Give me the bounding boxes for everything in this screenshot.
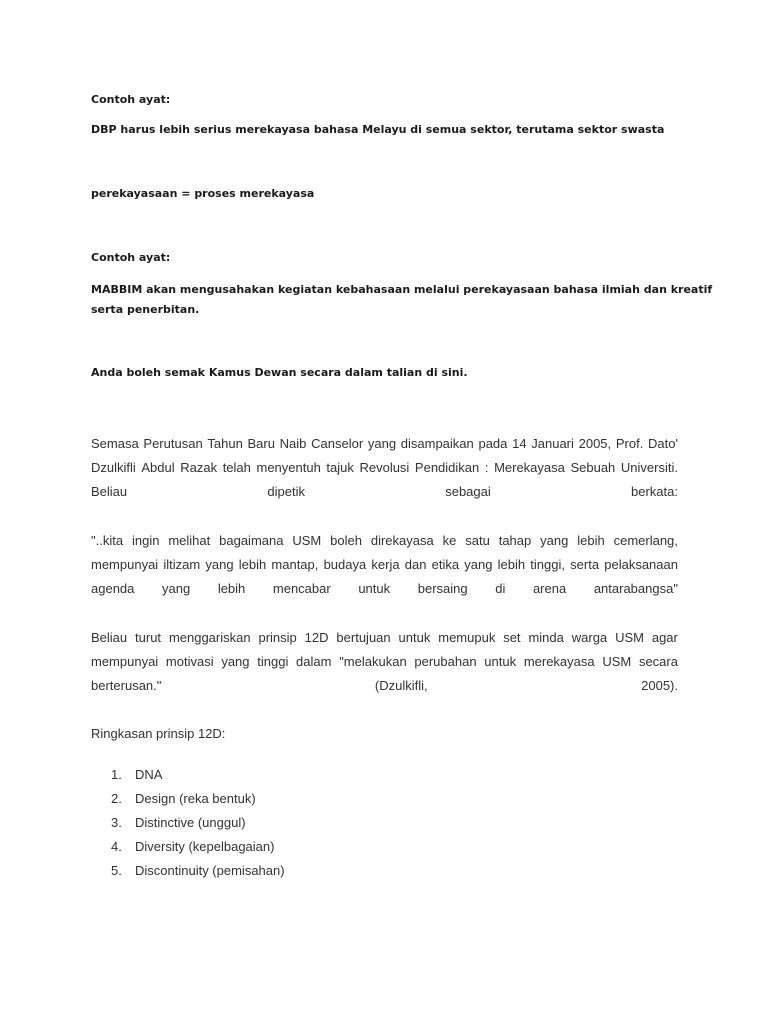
- word: Revolusi: [359, 460, 410, 475]
- summary-label-block: [91, 722, 678, 746]
- word: bagaimana: [219, 533, 284, 548]
- example-sentence-1: DBP harus lebih serius merekayasa bahasa Melayu di semua sektor, terutama sektor swasta: [91, 123, 665, 136]
- word: Beliau: [91, 484, 128, 499]
- word: iltizam: [163, 557, 201, 572]
- word: mempunyai: [91, 654, 159, 669]
- word: 2005).: [641, 678, 678, 693]
- word: set: [503, 630, 521, 645]
- paragraph-perutusan: [91, 432, 678, 504]
- example-label-2: Contoh ayat:: [91, 251, 171, 264]
- word: Canselor: [311, 436, 364, 451]
- justified-line: [91, 626, 678, 650]
- word: yang: [162, 581, 191, 596]
- word: tinggi,: [530, 557, 565, 572]
- word: USM: [602, 654, 632, 669]
- word: merekayasa: [523, 654, 595, 669]
- word: motivasi: [165, 654, 214, 669]
- word: Beliau: [91, 630, 128, 645]
- word: :: [484, 460, 489, 475]
- word: USM: [292, 533, 322, 548]
- list-item: [111, 811, 285, 835]
- justified-line: [91, 674, 678, 698]
- word: pelaksanaan: [604, 557, 678, 572]
- word: menyentuh: [256, 460, 321, 475]
- list-item-text: Distinctive (unggul): [135, 815, 246, 830]
- list-item: [111, 763, 285, 787]
- word: agenda: [91, 581, 135, 596]
- word: lebih: [217, 581, 246, 596]
- summary-label: Ringkasan prinsip 12D:: [91, 726, 226, 741]
- word: 14: [512, 436, 527, 451]
- justified-line: [91, 529, 678, 553]
- word: yang: [464, 557, 493, 572]
- word: ke: [442, 533, 457, 548]
- list-item-number: 3.: [111, 815, 122, 830]
- word: (Dzulkifli,: [374, 678, 428, 693]
- list-item-number: 1.: [111, 767, 122, 782]
- list-item-text: Diversity (kepelbagaian): [135, 839, 275, 854]
- word: kerja: [371, 557, 400, 572]
- word: perubahan: [414, 654, 477, 669]
- word: Semasa: [91, 436, 139, 451]
- list-item-number: 4.: [111, 839, 122, 854]
- word: Universiti.: [620, 460, 678, 475]
- word: 12D: [304, 630, 329, 645]
- word: untuk: [398, 630, 431, 645]
- word: Sebuah: [570, 460, 616, 475]
- word: USM: [615, 630, 644, 645]
- word: untuk: [484, 654, 517, 669]
- word: antarabangsa": [593, 581, 678, 596]
- word: Januari: [531, 436, 574, 451]
- word: telah: [222, 460, 251, 475]
- word: warga: [571, 630, 608, 645]
- word: "..kita: [91, 533, 124, 548]
- kamus-dewan-note: Anda boleh semak Kamus Dewan secara dalam talian di sini.: [91, 366, 468, 379]
- word: Naib: [279, 436, 307, 451]
- list-item: [111, 787, 285, 811]
- word: berterusan.": [91, 678, 162, 693]
- word: mantap,: [271, 557, 319, 572]
- word: boleh: [330, 533, 362, 548]
- list-item-text: Discontinuity (pemisahan): [135, 863, 285, 878]
- word: Dato': [648, 436, 678, 451]
- word: etika: [431, 557, 460, 572]
- word: dan: [404, 557, 427, 572]
- list-item-number: 2.: [111, 791, 122, 806]
- example-sentence-2-line-2: serta penerbitan.: [91, 303, 200, 316]
- principles-list: [111, 763, 285, 883]
- list-item-text: DNA: [135, 767, 163, 782]
- word: mencabar: [272, 581, 331, 596]
- word: cemerlang,: [613, 533, 678, 548]
- word: lebih: [238, 557, 267, 572]
- word: Tahun: [207, 436, 243, 451]
- word: yang: [367, 436, 397, 451]
- word: bersaing: [417, 581, 468, 596]
- word: Prof.: [615, 436, 644, 451]
- example-label-1: Contoh ayat:: [91, 93, 171, 106]
- word: ingin: [131, 533, 160, 548]
- word: arena: [532, 581, 567, 596]
- word: Abdul: [141, 460, 175, 475]
- word: budaya: [323, 557, 367, 572]
- justified-line: [91, 456, 678, 480]
- word: pada: [478, 436, 508, 451]
- word: Merekayasa: [494, 460, 565, 475]
- word: tahap: [498, 533, 532, 548]
- word: di: [495, 581, 506, 596]
- word: prinsip: [258, 630, 297, 645]
- word: dalam: [296, 654, 332, 669]
- word: bertujuan: [336, 630, 391, 645]
- word: satu: [465, 533, 490, 548]
- word: yang: [221, 654, 250, 669]
- word: sebagai: [445, 484, 491, 499]
- word: berkata:: [631, 484, 678, 499]
- word: turut: [135, 630, 162, 645]
- word: yang: [205, 557, 234, 572]
- word: Razak: [180, 460, 218, 475]
- list-item-number: 5.: [111, 863, 122, 878]
- example-sentence-2-line-1: MABBIM akan mengusahakan kegiatan kebahasaan melalui perekayasaan bahasa ilmiah dan kreatif: [91, 283, 713, 296]
- word: "melakukan: [339, 654, 407, 669]
- justified-line: [91, 432, 678, 456]
- word: melihat: [168, 533, 211, 548]
- justified-line: [91, 553, 678, 577]
- word: tinggi: [257, 654, 289, 669]
- justified-line: [91, 650, 678, 674]
- word: memupuk: [438, 630, 496, 645]
- word: disampaikan: [400, 436, 474, 451]
- list-item-text: Design (reka bentuk): [135, 791, 256, 806]
- definition-line: perekayasaan = proses merekayasa: [91, 187, 315, 200]
- word: direkayasa: [370, 533, 434, 548]
- word: yang: [540, 533, 569, 548]
- word: mempunyai: [91, 557, 159, 572]
- word: 2005,: [578, 436, 612, 451]
- word: lebih: [577, 533, 605, 548]
- paragraph-12d: [91, 626, 678, 698]
- list-item: [111, 835, 285, 859]
- word: Pendidikan: [414, 460, 480, 475]
- word: menggariskan: [168, 630, 251, 645]
- word: tajuk: [326, 460, 354, 475]
- word: Dzulkifli: [91, 460, 136, 475]
- word: serta: [570, 557, 600, 572]
- word: agar: [651, 630, 678, 645]
- word: secara: [638, 654, 678, 669]
- word: minda: [528, 630, 564, 645]
- word: dipetik: [267, 484, 305, 499]
- quote-paragraph: [91, 529, 678, 601]
- justified-line: [91, 480, 678, 504]
- word: lebih: [497, 557, 526, 572]
- word: Baru: [247, 436, 275, 451]
- word: Perutusan: [143, 436, 203, 451]
- word: untuk: [358, 581, 391, 596]
- list-item: [111, 859, 285, 883]
- justified-line: [91, 577, 678, 601]
